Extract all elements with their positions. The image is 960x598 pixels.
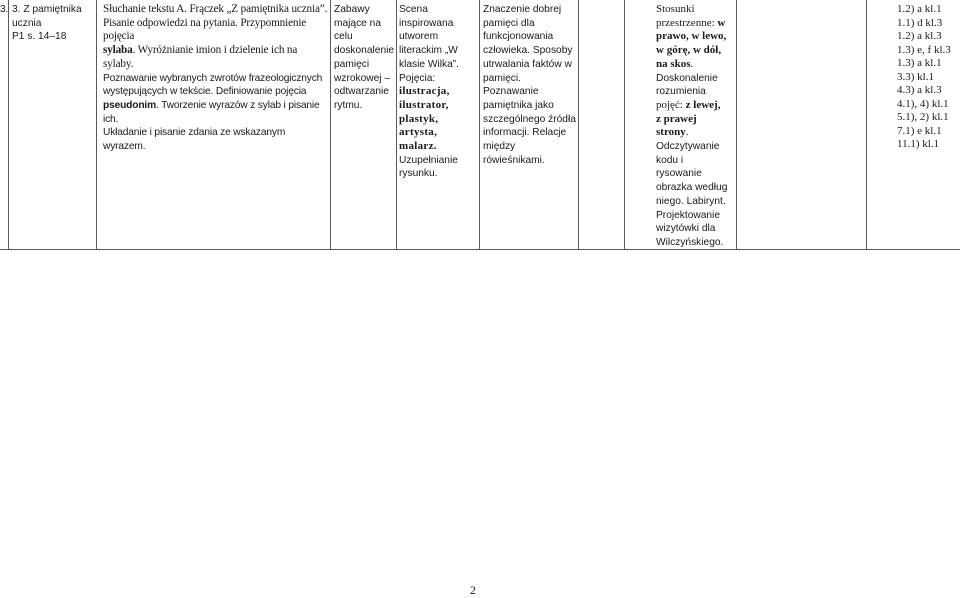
topic-line: ucznia bbox=[12, 17, 42, 29]
games-cell bbox=[334, 3, 396, 113]
text-fragment: . Wyróżnianie imion i dzielenie ich na sylaby. bbox=[103, 44, 298, 70]
text-fragment: . bbox=[685, 126, 689, 139]
text-fragment: pojęć: bbox=[656, 98, 686, 111]
text-line: Uzupełnianie bbox=[399, 154, 458, 166]
lesson-number: 3. bbox=[0, 4, 9, 15]
text-line bbox=[656, 58, 736, 72]
text-line bbox=[656, 17, 736, 31]
text-line: Wilczyńskiego. bbox=[656, 236, 724, 248]
text-line: odtwarzanie bbox=[334, 86, 389, 98]
table-divider bbox=[396, 0, 397, 250]
text-line: informacji. Relacje bbox=[483, 127, 567, 139]
term-bold: ilustrator, bbox=[399, 98, 449, 111]
text-line: Doskonalenie bbox=[656, 72, 718, 84]
table-divider bbox=[866, 0, 867, 250]
math-education-cell bbox=[656, 3, 736, 250]
curriculum-refs-cell bbox=[897, 3, 959, 152]
text-line: klasie Wilka”. bbox=[399, 58, 460, 70]
curriculum-ref: 3.3) kl.1 bbox=[897, 70, 934, 83]
text-fragment: przestrzenne: bbox=[656, 16, 718, 29]
table-divider bbox=[330, 0, 331, 250]
text-line: niego. Labirynt. bbox=[656, 195, 726, 207]
term-bold: strony bbox=[656, 126, 686, 139]
text-line: funkcjonowania bbox=[483, 31, 554, 43]
text-line: rysunku. bbox=[399, 168, 438, 180]
text-line: Pisanie odpowiedzi na pytania. Przypomnienie pojęcia bbox=[103, 16, 307, 43]
curriculum-ref: 4.1), 4) kl.1 bbox=[897, 97, 949, 110]
text-line: utrwalania faktów w bbox=[483, 58, 572, 70]
curriculum-ref: 4.3) a kl.3 bbox=[897, 84, 942, 96]
text-line: literackim „W bbox=[399, 45, 458, 57]
term-bold: malarz. bbox=[399, 140, 437, 153]
text-line: wzrokowej – bbox=[334, 72, 391, 84]
text-line: Projektowanie bbox=[656, 209, 720, 221]
text-line: szczególnego źródła bbox=[483, 113, 576, 125]
table-divider bbox=[578, 0, 579, 250]
text-line: Układanie i pisanie zdania ze wskazanym wyrazem. bbox=[103, 127, 286, 153]
art-cell bbox=[399, 3, 479, 181]
text-line: wizytówki dla bbox=[656, 223, 716, 235]
table-divider bbox=[479, 0, 480, 250]
text-line bbox=[656, 126, 736, 140]
text-fragment: . bbox=[690, 57, 694, 70]
curriculum-ref: 1.3) a kl.1 bbox=[897, 57, 942, 69]
table-divider bbox=[8, 0, 9, 250]
text-line: Zabawy bbox=[334, 4, 370, 15]
text-line: pamięci. Poznawanie bbox=[483, 72, 539, 98]
text-line: człowieka. Sposoby bbox=[483, 45, 573, 57]
table-divider bbox=[96, 0, 97, 250]
text-line: rozumienia bbox=[656, 86, 706, 98]
term-bold: pseudonim bbox=[103, 99, 156, 111]
text-line: rytmu. bbox=[334, 99, 363, 111]
table-divider bbox=[736, 0, 737, 250]
page-number: 2 bbox=[470, 583, 476, 597]
social-education-cell bbox=[483, 3, 578, 167]
text-line: pamiętnika jako bbox=[483, 99, 554, 111]
topic-cell bbox=[12, 3, 94, 44]
curriculum-ref: 7.1) e kl.1 bbox=[897, 124, 942, 137]
text-line: Pojęcia: bbox=[399, 72, 436, 84]
topic-line: 3. Z pamiętnika bbox=[12, 4, 82, 15]
text-line: Scena inspirowana bbox=[399, 4, 454, 29]
text-line: pamięci dla bbox=[483, 17, 535, 29]
term-bold: z lewej, bbox=[685, 98, 721, 111]
curriculum-ref: 1.1) d kl.3 bbox=[897, 16, 943, 29]
curriculum-ref: 11.1) kl.1 bbox=[897, 138, 940, 150]
curriculum-ref: 1.3) e, f kl.3 bbox=[897, 43, 951, 56]
table-bottom-border bbox=[0, 249, 960, 250]
term-bold: w bbox=[717, 16, 726, 29]
term-bold: w górę, w dół, bbox=[656, 44, 722, 57]
text-line bbox=[103, 99, 328, 126]
text-line bbox=[103, 44, 328, 71]
text-fragment: . Tworzenie wyrazów z sylab i pisanie ich. bbox=[103, 99, 320, 125]
text-line: mające na celu bbox=[334, 17, 382, 43]
text-line: doskonalenie bbox=[334, 45, 395, 57]
curriculum-ref: 1.2) a kl.1 bbox=[897, 3, 942, 15]
term-bold: sylaba bbox=[103, 44, 133, 57]
text-line: występujących w tekście. Definiowanie pojęcia bbox=[103, 86, 307, 98]
table-divider bbox=[624, 0, 625, 250]
lesson-number-cell bbox=[0, 3, 8, 17]
language-education-cell bbox=[103, 3, 328, 154]
text-line: utworem bbox=[399, 31, 439, 43]
topic-pages: P1 s. 14–18 bbox=[12, 31, 67, 43]
text-line: rysowanie bbox=[656, 168, 702, 180]
text-line: obrazka według bbox=[656, 182, 728, 194]
text-line bbox=[656, 99, 736, 113]
term-bold: na skos bbox=[656, 57, 691, 70]
text-line: kodu i bbox=[656, 154, 684, 166]
term-bold: plastyk, artysta, bbox=[399, 112, 439, 139]
text-line: Znaczenie dobrej bbox=[483, 4, 562, 15]
term-bold: prawo, w lewo, bbox=[656, 30, 727, 43]
text-line: między rówieśnikami. bbox=[483, 141, 545, 166]
curriculum-ref: 5.1), 2) kl.1 bbox=[897, 111, 949, 123]
term-bold: ilustracja, bbox=[399, 85, 450, 98]
term-bold: z prawej bbox=[656, 112, 697, 125]
text-line: pamięci bbox=[334, 58, 370, 70]
text-line: Poznawanie wybranych zwrotów frazeologicznych bbox=[103, 72, 323, 84]
text-line: Odczytywanie bbox=[656, 141, 720, 153]
text-line: Słuchanie tekstu A. Frączek „Z pamiętnika ucznia”. bbox=[103, 3, 328, 15]
text-line: Stosunki bbox=[656, 3, 695, 15]
curriculum-ref: 1.2) a kl.3 bbox=[897, 30, 942, 42]
lesson-table bbox=[0, 0, 960, 250]
